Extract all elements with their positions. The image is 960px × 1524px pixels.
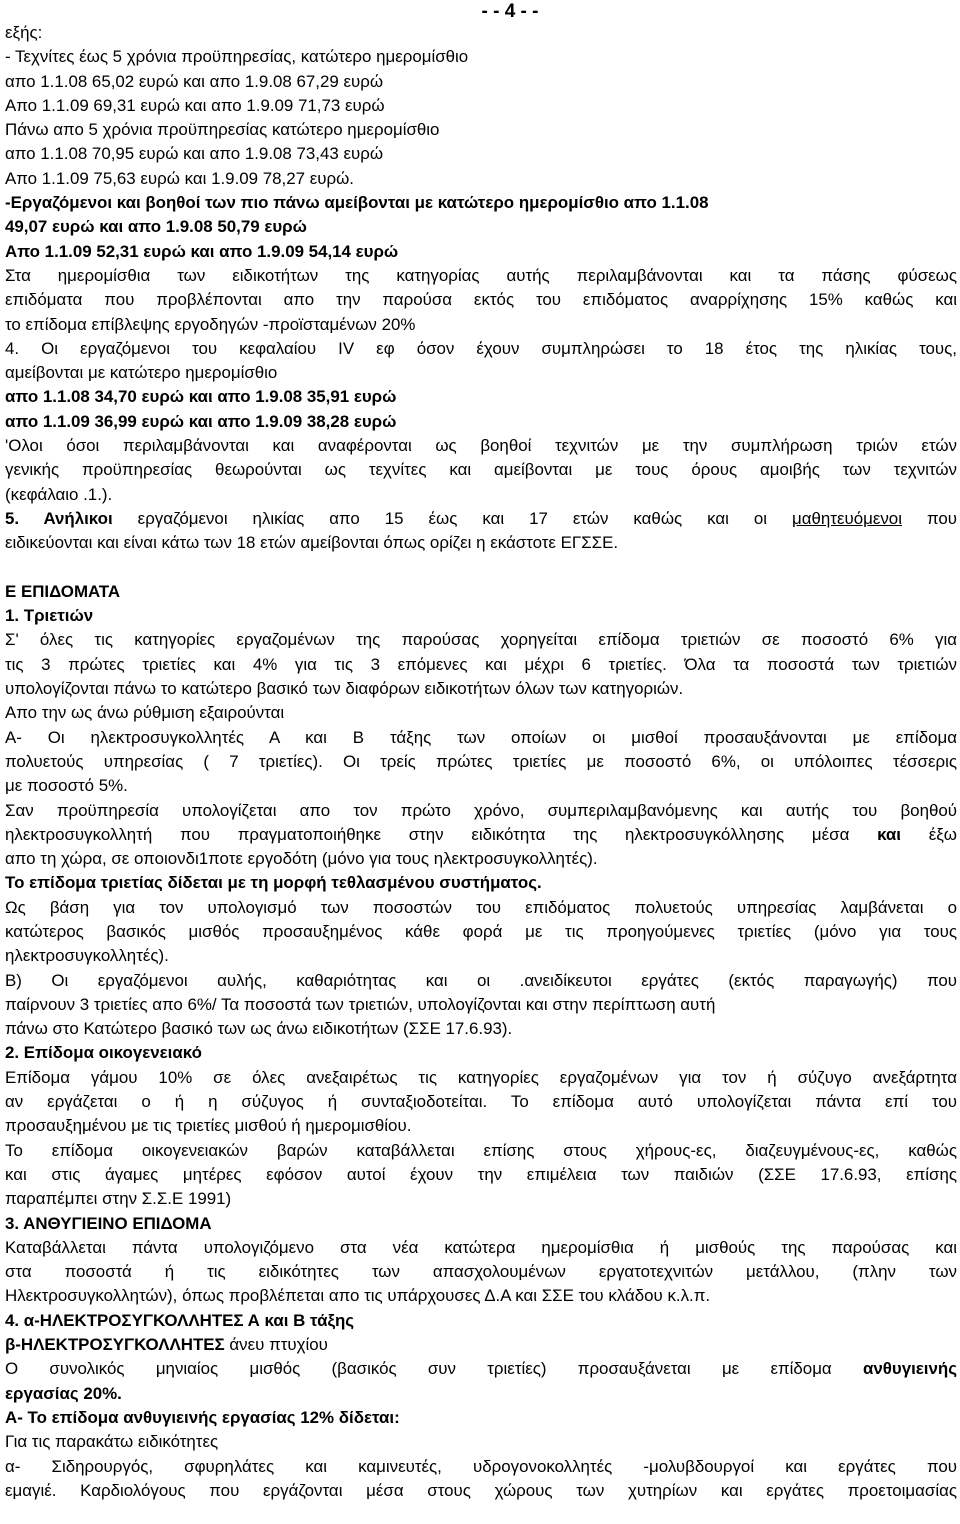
- line-text: εργασίας 20%.: [5, 1383, 122, 1403]
- text-line: [5, 1406, 957, 1430]
- text-segment: ανθυγιεινής: [862, 1359, 957, 1379]
- line-text: γενικής προϋπηρεσίας θεωρούνται ως τεχνίτες και αμείβονται με τους όρους αμοιβής των τεχνιτών: [5, 460, 957, 480]
- text-line: [5, 1212, 957, 1236]
- line-text: εμαγιέ. Καρδιολόγους που εργάζονται μέσα στους χώρους των χυτηρίων και εργάτες προετοιμασίας: [5, 1480, 957, 1500]
- text-line: [5, 70, 957, 94]
- line-text: 3. ΑΝΘΥΓΙΕΙΝΟ ΕΠΙΔΟΜΑ: [5, 1213, 212, 1233]
- line-text: - Τεχνίτες έως 5 χρόνια προϋπηρεσίας, κατώτερο ημερομίσθιο: [5, 47, 469, 67]
- line-text: παραπέμπει στην Σ.Σ.Ε 1991): [5, 1189, 232, 1209]
- line-text: πολυετούς υπηρεσίας ( 7 τριετίες). Οι τρείς πρώτες τριετίες με ποσοστό 6%, οι υπόλοιπες τέσσερις: [5, 751, 957, 771]
- text-line: [5, 1357, 957, 1381]
- text-line: [5, 1284, 957, 1308]
- line-text: Σ' όλες τις κατηγορίες εργαζομένων της παρούσας χορηγείται επίδομα τριετιών σε ποσοστό 6% για: [5, 630, 957, 650]
- text-segment: και: [877, 824, 901, 844]
- line-text: απο 1.1.08 34,70 ευρώ και απο 1.9.08 35,91 ευρώ: [5, 387, 397, 407]
- text-line: [5, 993, 957, 1017]
- text-line: [5, 21, 957, 45]
- line-text: απο 1.1.09 36,99 ευρώ και απο 1.9.09 38,28 ευρώ: [5, 411, 397, 431]
- text-line: [5, 434, 957, 458]
- text-line: [5, 1455, 957, 1479]
- text-line: [5, 1090, 957, 1114]
- line-text: Απο την ως άνω ρύθμιση εξαιρούνται: [5, 703, 285, 723]
- text-segment: εργαζόμενοι ηλικίας απο 15 έως και 17 ετών καθώς και οι: [112, 508, 792, 528]
- text-segment: άνευ πτυχίου: [224, 1335, 328, 1355]
- text-line: [5, 1430, 957, 1454]
- line-text: επιδόματα που προβλέπονται απο την παρούσα εκτός του επιδόματος αναρρίχησης 15% καθώς και: [5, 290, 957, 310]
- text-line: [5, 653, 957, 677]
- text-line: [5, 1041, 957, 1065]
- line-text: Απο 1.1.09 69,31 ευρώ και απο 1.9.09 71,73 ευρώ: [5, 95, 385, 115]
- text-line: [5, 458, 957, 482]
- line-text: Α- Το επίδομα ανθυγιεινής εργασίας 12% δίδεται:: [5, 1407, 400, 1427]
- line-text: τις 3 πρώτες τριετίες και 4% για τις 3 επόμενες και μέχρι 6 τριετίες. Όλα τα ποσοστά των τριετιών: [5, 654, 957, 674]
- text-line: [5, 799, 957, 823]
- text-line: [5, 337, 957, 361]
- line-text: 1. Τριετιών: [5, 606, 94, 626]
- text-line: [5, 701, 957, 725]
- text-segment: μαθητευόμενοι: [791, 508, 902, 528]
- line-text: κατώτερος βασικός μισθός προσαυξημένος κάθε φορά με τις προηγούμενες τριετίες (μόνο για τους: [5, 921, 957, 941]
- line-text: Πάνω απο 5 χρόνια προϋπηρεσίας κατώτερο ημερομίσθιο: [5, 120, 440, 140]
- text-line: [5, 1236, 957, 1260]
- text-line: [5, 142, 957, 166]
- line-text: υπολογίζονται πάνω το κατώτερο βασικό των διαφόρων ειδικοτήτων όλων των κατηγοριών.: [5, 679, 684, 699]
- line-text: 4. α-ΗΛΕΚΤΡΟΣΥΓΚΟΛΛΗΤΕΣ Α και Β τάξης: [5, 1310, 355, 1330]
- line-text: Ε ΕΠΙΔΟΜΑΤΑ: [5, 581, 121, 601]
- line-text: 49,07 ευρώ και απο 1.9.08 50,79 ευρώ: [5, 217, 307, 237]
- text-line: [5, 1260, 957, 1284]
- line-text: ηλεκτροσυγκολλητές).: [5, 946, 169, 966]
- line-text: Στα ημερομίσθια των ειδικοτήτων της κατηγορίας αυτής περιλαμβάνονται και τα πάσης φύσεως: [5, 265, 957, 285]
- text-line: [5, 1017, 957, 1041]
- line-text: -Εργαζόμενοι και βοηθοί των πιο πάνω αμείβονται με κατώτερο ημερομίσθιο απο 1.1.08: [5, 193, 709, 213]
- text-line: [5, 507, 957, 531]
- text-line: [5, 94, 957, 118]
- text-line: [5, 191, 957, 215]
- text-line: [5, 871, 957, 895]
- line-text: εξής:: [5, 23, 43, 42]
- text-line: [5, 45, 957, 69]
- line-text: Β) Οι εργαζόμενοι αυλής, καθαριότητας και οι .ανειδίκευτοι εργάτες (εκτός παραγωγής) που: [5, 970, 957, 990]
- line-text: ειδικεύονται και είναι κάτω των 18 ετών αμείβονται όπως ορίζει η εκάστοτε ΕΓΣΣΕ.: [5, 533, 619, 553]
- text-line: [5, 823, 957, 847]
- line-text: και στις άγαμες μητέρες εφόσον αυτοί έχουν την επιμέλεια των παιδιών (ΣΣΕ 17.6.93, επίσης: [5, 1164, 957, 1184]
- text-line: [5, 1114, 957, 1138]
- line-text: Το επίδομα οικογενειακών βαρών καταβάλλεται επίσης στους χήρους-ες, διαζευγμένους-ες, καθώς: [5, 1140, 957, 1160]
- text-line: [5, 288, 957, 312]
- line-text: παίρνουν 3 τριετίες απο 6%/ Τα ποσοστά των τριετιών, υπολογίζονται και στην περίπτωση αυτή: [5, 994, 716, 1014]
- line-text: Για τις παρακάτω ειδικότητες: [5, 1432, 219, 1452]
- text-line: [5, 1066, 957, 1090]
- text-line: [5, 726, 957, 750]
- line-text: Σαν προϋπηρεσία υπολογίζεται απο τον πρώτο χρόνο, συμπεριλαμβανόμενης και αυτής του βοηθού: [5, 800, 957, 820]
- line-text: Ως βάση για τον υπολογισμό των ποσοστών του επιδόματος πολυετούς υπηρεσίας λαμβάνεται ο: [5, 897, 957, 917]
- text-line: [5, 1382, 957, 1406]
- line-text: Απο 1.1.09 75,63 ευρώ και 1.9.09 78,27 ευρώ.: [5, 168, 354, 188]
- text-line: [5, 604, 957, 628]
- line-text: αμείβονται με κατώτερο ημερομίσθιο: [5, 363, 278, 383]
- text-line: [5, 920, 957, 944]
- text-line: [5, 483, 957, 507]
- text-line: [5, 628, 957, 652]
- text-line: [5, 774, 957, 798]
- line-text: με ποσοστό 5%.: [5, 776, 128, 796]
- text-line: [5, 410, 957, 434]
- text-line: [5, 847, 957, 871]
- text-line: [5, 313, 957, 337]
- text-line: [5, 1139, 957, 1163]
- text-line: [5, 677, 957, 701]
- text-segment: έξω: [901, 824, 957, 844]
- text-line: [5, 896, 957, 920]
- text-line: [5, 385, 957, 409]
- line-text: στα ποσοστά ή τις ειδικότητες των απασχολουμένων εργατοτεχνιτών μετάλλου, (πλην των: [5, 1262, 957, 1282]
- text-line: [5, 240, 957, 264]
- text-line: [5, 944, 957, 968]
- line-text: (κεφάλαιο .1.).: [5, 484, 113, 504]
- text-line: [5, 264, 957, 288]
- line-text: Α- Οι ηλεκτροσυγκολλητές Α και Β τάξης των οποίων οι μισθοί προσαυξάνονται με επίδομα: [5, 727, 957, 747]
- line-text: Το επίδομα τριετίας δίδεται με τη μορφή τεθλασμένου συστήματος.: [5, 873, 542, 893]
- text-line: [5, 1187, 957, 1211]
- text-line: [5, 167, 957, 191]
- line-text: προσαυξημένου με τις τριετίες μισθού ή ημερομισθίου.: [5, 1116, 412, 1136]
- text-line: [5, 1309, 957, 1333]
- text-segment: που: [901, 508, 957, 528]
- line-text: πάνω στο Κατώτερο βασικό των ως άνω ειδικοτήτων (ΣΣΕ 17.6.93).: [5, 1019, 513, 1039]
- text-segment: 5.: [5, 508, 44, 528]
- text-line: [5, 969, 957, 993]
- text-line: [5, 580, 957, 604]
- text-line: [5, 215, 957, 239]
- line-text: 'Ολοι όσοι περιλαμβάνονται και αναφέρονται ως βοηθοί τεχνιτών με την συμπλήρωση τριών ετών: [5, 436, 957, 456]
- text-segment: ηλεκτροσυγκολλητή που πραγματοποιήθηκε στην ειδικότητα της ηλεκτροσυγκόλλησης μέσα: [5, 824, 878, 844]
- text-segment: Ανήλικοι: [43, 508, 113, 528]
- line-text: Απο 1.1.09 52,31 ευρώ και απο 1.9.09 54,14 ευρώ: [5, 241, 399, 261]
- text-line: [5, 1163, 957, 1187]
- text-line: [5, 118, 957, 142]
- text-line: [5, 750, 957, 774]
- line-text: α- Σιδηρουργός, σφυρηλάτες και καμινευτές, υδρογονοκολλητές -μολυβδουργοί και εργάτες που: [5, 1456, 957, 1476]
- text-line: [5, 361, 957, 385]
- line-text: απο 1.1.08 65,02 ευρώ και απο 1.9.08 67,29 ευρώ: [5, 71, 384, 91]
- line-text: απο 1.1.08 70,95 ευρώ και απο 1.9.08 73,43 ευρώ: [5, 144, 384, 164]
- text-segment: β-ΗΛΕΚΤΡΟΣΥΓΚΟΛΛΗΤΕΣ: [5, 1335, 225, 1355]
- line-text: Επίδομα γάμου 10% σε όλες ανεξαιρέτως τις κατηγορίες εργαζομένων για τον ή σύζυγο ανεξάρτητα: [5, 1067, 957, 1087]
- text-line: [5, 1333, 957, 1357]
- line-text: αν εργάζεται ο ή η σύζυγος ή συνταξιοδοτείται. Το επίδομα αυτό υπολογίζεται πάντα επί του: [5, 1092, 957, 1112]
- text-line: [5, 531, 957, 555]
- document-body: [5, 21, 957, 1503]
- line-text: 4. Οι εργαζόμενοι του κεφαλαίου IV εφ όσον έχουν συμπληρώσει το 18 έτος της ηλικίας τους,: [5, 338, 957, 358]
- line-text: 2. Επίδομα οικογενειακό: [5, 1043, 202, 1063]
- line-text: Καταβάλλεται πάντα υπολογιζόμενο στα νέα κατώτερα ημερομίσθια ή μισθούς της παρούσας και: [5, 1237, 957, 1257]
- line-text: απο τη χώρα, σε οποιονδι1ποτε εργοδότη (μόνο για τους ηλεκτροσυγκολλητές).: [5, 849, 598, 869]
- text-segment: Ο συνολικός μηνιαίος μισθός (βασικός συν τριετίες) προσαυξάνεται με επίδομα: [5, 1359, 863, 1379]
- page-number: - - 4 - -: [481, 1, 539, 22]
- text-line: [5, 1479, 957, 1503]
- blank-line: [5, 556, 957, 580]
- line-text: το επίδομα επίβλεψης εργοδηγών -προϊσταμένων 20%: [5, 314, 416, 334]
- line-text: Ηλεκτροσυγκολλητών), όπως προβλέπεται απο τις υπάρχουσες Δ.Α και ΣΣΕ του κλάδου κ.λ.π.: [5, 1286, 711, 1306]
